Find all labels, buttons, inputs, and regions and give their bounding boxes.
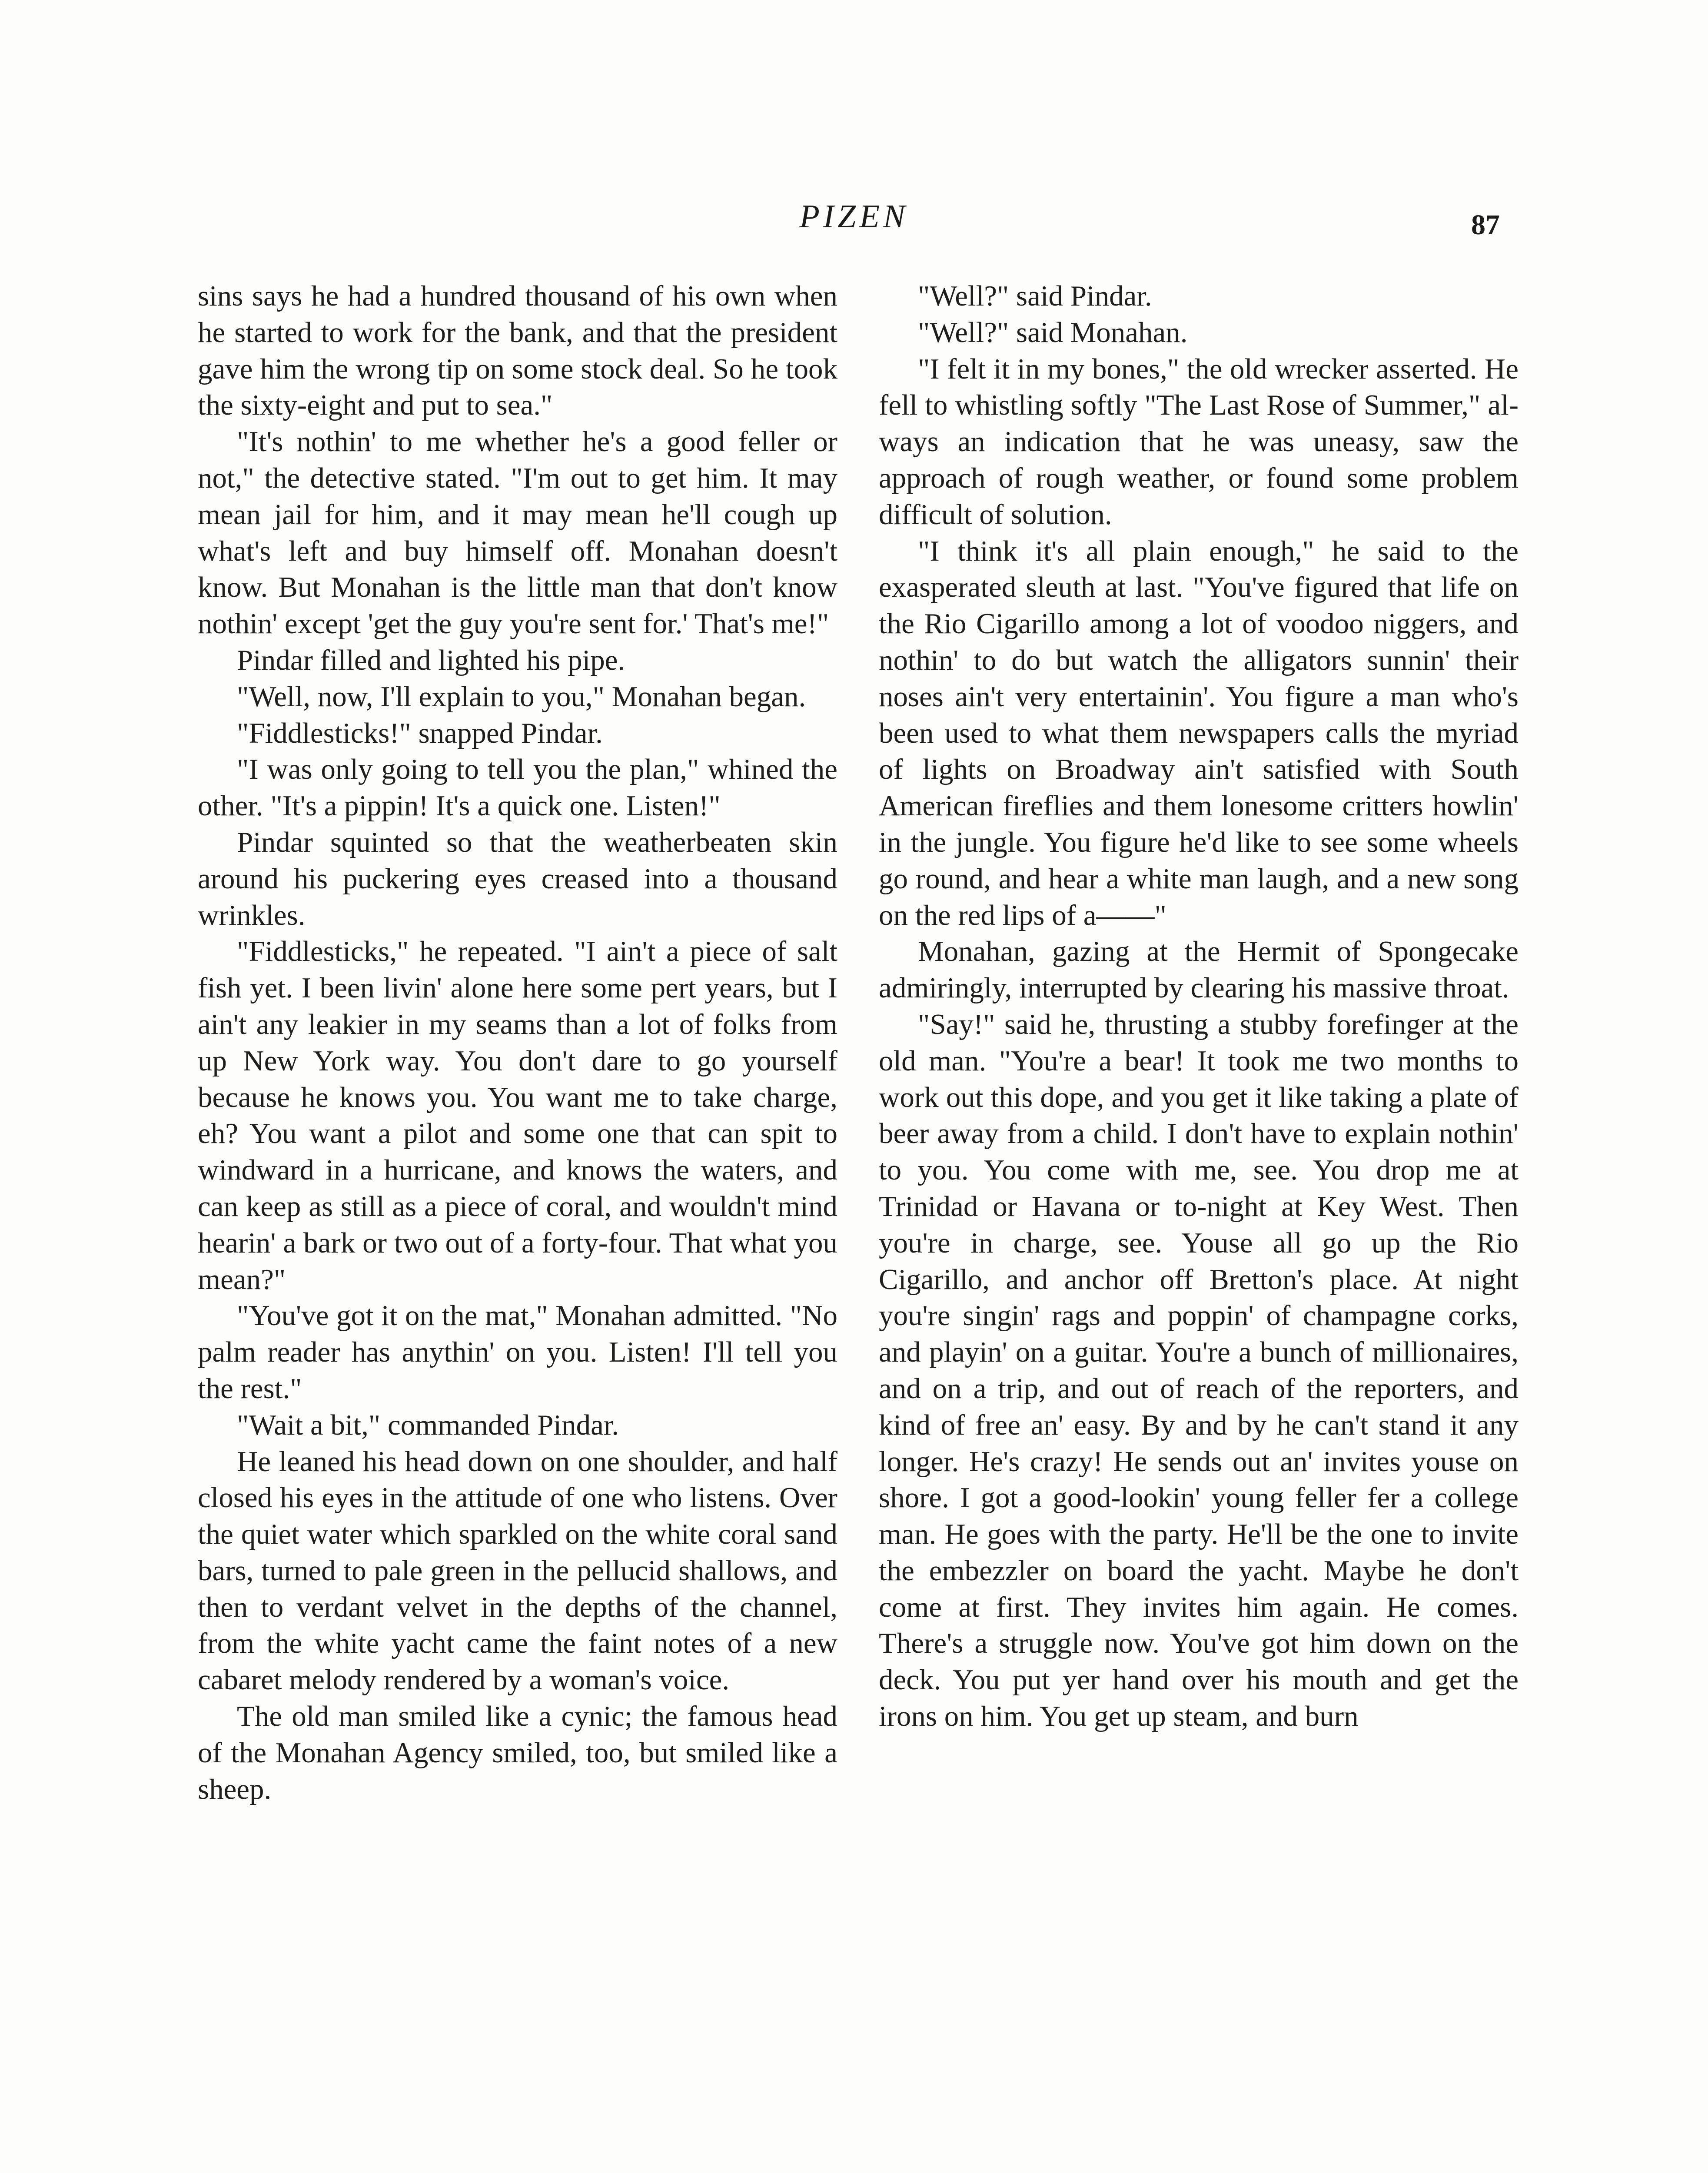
- right-text-column: [879, 278, 1519, 1735]
- paragraph: "Well, now, I'll explain to you," Monahan began.: [237, 680, 806, 713]
- left-text-column: [198, 278, 837, 1808]
- paragraph: "Well?" said Monahan.: [918, 316, 1188, 349]
- paragraph: "I was only going to tell you the plan," whined the other. "It's a pippin! It's a quick one. Listen!": [198, 753, 837, 822]
- paragraph: The old man smiled like a cynic; the famous head of the Monahan Agency smiled, too, but smiled like a sheep.: [198, 1700, 837, 1805]
- paragraph: "Fiddlesticks!" snapped Pindar.: [237, 717, 603, 749]
- paragraph: "I think it's all plain enough," he said to the exasperated sleuth at last. "You've figured that life on the Rio Cigarillo among a lot of voodoo niggers, and nothin' to do but watch the alligators sunnin' their noses ain't very entertainin'. You figure a man who's been used to what them newspapers calls the myriad of lights on Broadway ain't satisfied with South American fireflies and them lonesome critters howlin' in the jungle. You figure he'd like to see some wheels go round, and hear a white man laugh, and a new song on the red lips of a——": [879, 535, 1519, 931]
- page-number: 87: [1471, 209, 1500, 241]
- paragraph: "Fiddlesticks," he repeated. "I ain't a piece of salt fish yet. I been livin' alone here some pert years, but I ain't any leakier in my seams than a lot of folks from up New York way. You don't dare to go yourself because he knows you. You want me to take charge, eh? You want a pilot and some one that can spit to windward in a hurricane, and knows the waters, and can keep as still as a piece of coral, and wouldn't mind hearin' a bark or two out of a forty-four. That what you mean?": [198, 935, 837, 1296]
- paragraph: "It's nothin' to me whether he's a good feller or not," the detective stated. "I'm out to get him. It may mean jail for him, and it may mean he'll cough up what's left and buy himself off. Monahan doesn't know. But Monahan is the little man that don't know nothin' except 'get the guy you're sent for.' That's me!": [198, 425, 837, 640]
- paragraph: "Well?" said Pindar.: [918, 280, 1152, 312]
- paragraph: "Say!" said he, thrusting a stubby forefinger at the old man. "You're a bear! It took me two months to work out this dope, and you get it like taking a plate of beer away from a child. I don't have to explain nothin' to you. You come with me, see. You drop me at Trinidad or Havana or to-night at Key West. Then you're in charge, see. Youse all go up the Rio Cigarillo, and anchor off Bretton's place. At night you're singin' rags and poppin' of champagne corks, and playin' on a guitar. You're a bunch of millionaires, and on a trip, and out of reach of the reporters, and kind of free an' easy. By and by he can't stand it any longer. He's crazy! He sends out an' invites youse on shore. I got a good-lookin' young feller fer a college man. He goes with the party. He'll be the one to invite the embezzler on board the yacht. Maybe he don't come at first. They invites him again. He comes. There's a struggle now. You've got him down on the deck. You put yer hand over his mouth and get the irons on him. You get up steam, and burn: [879, 1008, 1519, 1733]
- paragraph: He leaned his head down on one shoulder, and half closed his eyes in the attitude of one who listens. Over the quiet water which sparkled on the white coral sand bars, turned to pale green in the pellucid shallows, and then to verdant velvet in the depths of the channel, from the white yacht came the faint notes of a new cabaret melody rendered by a woman's voice.: [198, 1445, 837, 1696]
- paragraph: "Wait a bit," commanded Pindar.: [237, 1409, 619, 1441]
- paragraph: "I felt it in my bones," the old wrecker asserted. He fell to whistling softly "The Last Rose of Summer," always an indication that he was uneasy, saw the approach of rough weather, or found some problem difficult of solution.: [879, 352, 1519, 531]
- paragraph: Pindar squinted so that the weatherbeaten skin around his puckering eyes creased into a thousand wrinkles.: [198, 826, 837, 931]
- paragraph: "You've got it on the mat," Monahan admitted. "No palm reader has anythin' on you. Listen! I'll tell you the rest.": [198, 1299, 837, 1405]
- paragraph: sins says he had a hundred thousand of his own when he started to work for the bank, and that the president gave him the wrong tip on some stock deal. So he took the sixty-eight and put to sea.": [198, 280, 837, 422]
- paragraph: Monahan, gazing at the Hermit of Spongecake admiringly, interrupted by clearing his massive throat.: [879, 935, 1519, 1004]
- paragraph: Pindar filled and lighted his pipe.: [237, 644, 625, 676]
- running-title: PIZEN: [799, 198, 909, 235]
